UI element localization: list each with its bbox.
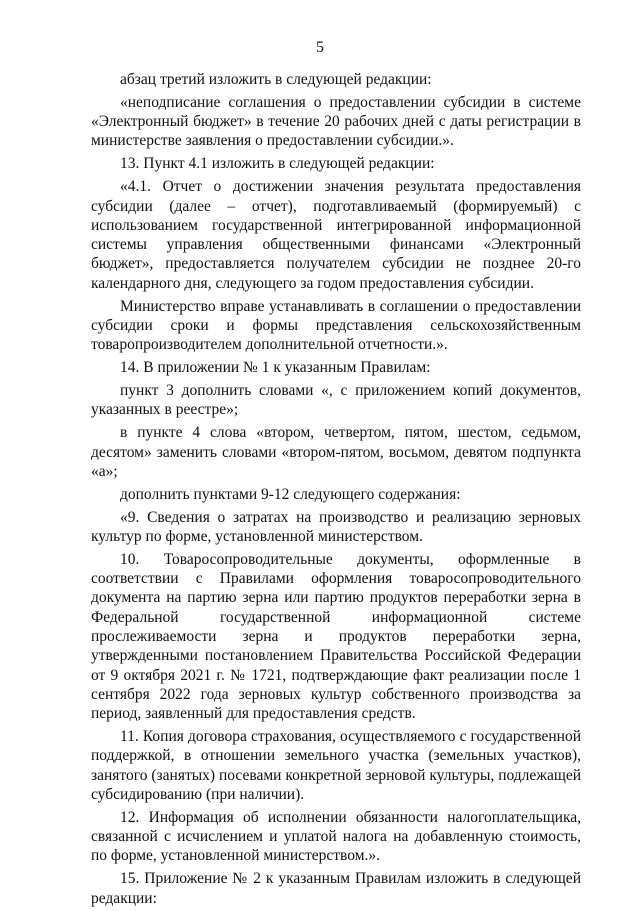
paragraph: 10. Товаросопроводительные документы, оформленные в соответствии с Правилами оформления товаросопроводительного документа на партию зерна или партию продуктов переработки зерна в Федеральной государственной информационной системе прослеживаемости зерна и продуктов переработки зерна, утвержденными постановлением Правительства Российской Федерации от 9 октября 2021 г. № 1721, подтверждающие факт реализации после 1 сентября 2022 года зерновых культур собственного производства за период, заявленный для предоставления средств. xyxy=(91,550,581,723)
document-body xyxy=(91,70,581,911)
paragraph: «9. Сведения о затратах на производство и реализацию зерновых культур по форме, установленной министерством. xyxy=(91,508,581,545)
paragraph: абзац третий изложить в следующей редакции: xyxy=(120,71,432,88)
page-number: 5 xyxy=(316,39,324,56)
paragraph: 11. Копия договора страхования, осуществляемого с государственной поддержкой, в отношении земельного участка (земельных участков), занятого (занятых) посевами конкретной зерновой культуры, подлежащей субсидированию (при наличии). xyxy=(91,728,581,803)
paragraph: Министерство вправе устанавливать в соглашении о предоставлении субсидии сроки и формы представления сельскохозяйственным товаропроизводителем дополнительной отчетности.». xyxy=(91,297,581,354)
paragraph: 12. Информация об исполнении обязанности налогоплательщика, связанной с исчислением и уплатой налога на добавленную стоимость, по форме, установленной министерством.». xyxy=(91,808,581,865)
paragraph: в пункте 4 слова «втором, четвертом, пятом, шестом, седьмом, десятом» заменить словами «втором-пятом, восьмом, девятом подпункта «а»; xyxy=(91,424,581,480)
paragraph: 15. Приложение № 2 к указанным Правилам изложить в следующей редакции: xyxy=(91,870,581,907)
paragraph: «неподписание соглашения о предоставлении субсидии в системе «Электронный бюджет» в течение 20 рабочих дней с даты регистрации в министерстве заявления о предоставлении субсидии.». xyxy=(91,93,581,150)
paragraph: 14. В приложении № 1 к указанным Правилам: xyxy=(120,359,431,377)
paragraph: пункт 3 дополнить словами «, с приложением копий документов, указанных в реестре»; xyxy=(91,382,581,419)
paragraph: дополнить пунктами 9-12 следующего содержания: xyxy=(120,485,461,503)
paragraph: «4.1. Отчет о достижении значения результата предоставления субсидии (далее – отчет), подготавливаемый (формируемый) с использованием государственной интегрированной информационной системы управления общественными финансами «Электронный бюджет», предоставляется получателем субсидии не позднее 20-го календарного дня, следующего за годом предоставления субсидии. xyxy=(91,178,581,292)
paragraph: 13. Пункт 4.1 изложить в следующей редакции: xyxy=(120,155,435,173)
